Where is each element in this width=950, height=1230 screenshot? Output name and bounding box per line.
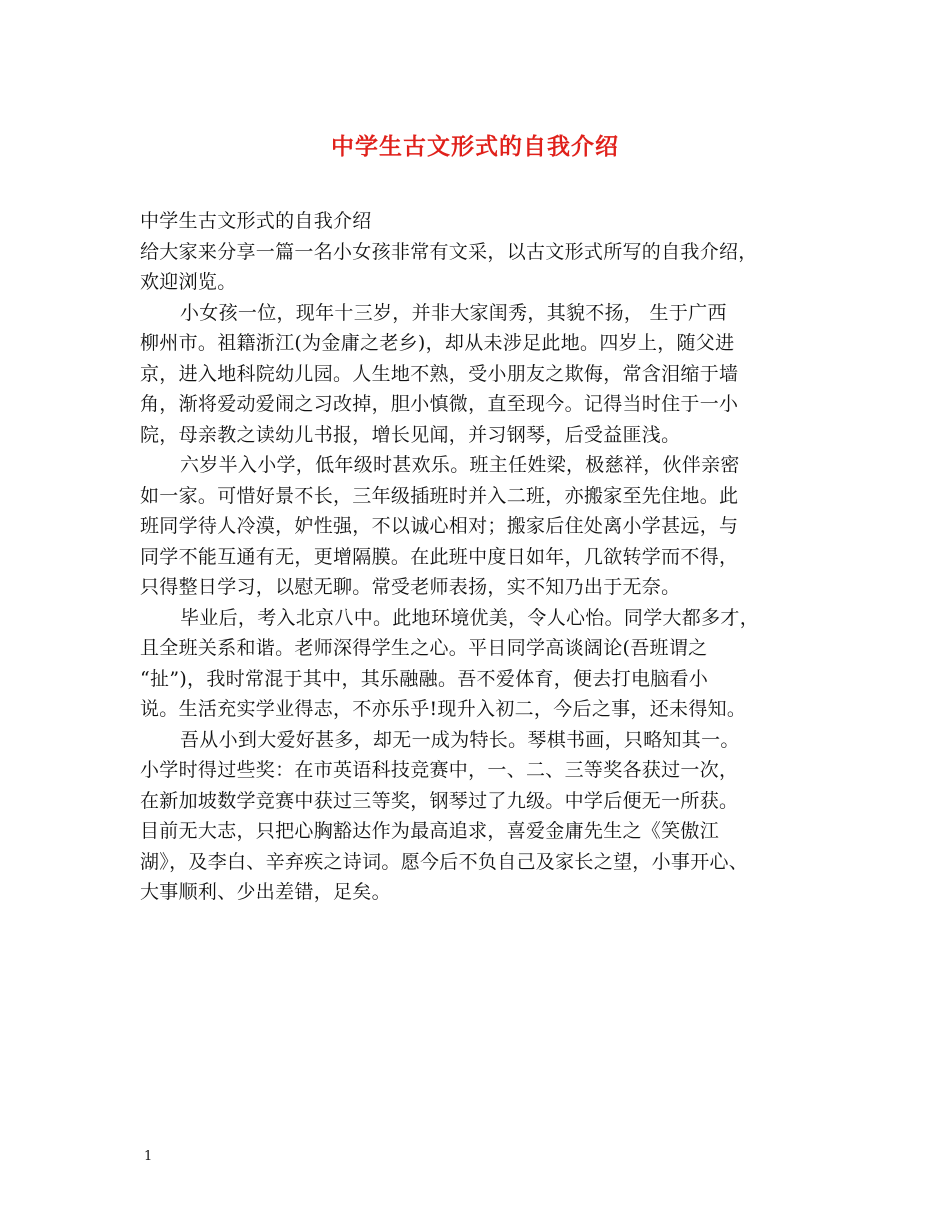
paragraph-line: 目前无大志，只把心胸豁达作为最高追求，喜爱金庸先生之《笑傲江 — [140, 820, 720, 842]
paragraph-line: 只得整日学习，以慰无聊。常受老师表扬，实不知乃出于无奈。 — [140, 576, 681, 598]
paragraph-line: 说。生活充实学业得志，不亦乐乎!现升入初二，今后之事，还未得知。 — [140, 698, 747, 720]
paragraph-line: 大事顺利、少出差错，足矣。 — [140, 881, 391, 903]
paragraph-line: 如一家。可惜好景不长，三年级插班时并入二班，亦搬家至先住地。此 — [140, 484, 739, 507]
paragraph-line: 湖》，及李白、辛弃疾之诗词。愿今后不负自己及家长之望，小事开心、 — [140, 850, 749, 873]
document-title: 中学生古文形式的自我介绍 — [331, 133, 619, 160]
paragraph-hobbies — [140, 725, 830, 908]
paragraph-line: 六岁半入小学，低年级时甚欢乐。班主任姓梁，极慈祥，伙伴亲密 — [180, 454, 740, 476]
paragraph-line: 院，母亲教之读幼儿书报，增长见闻，并习钢琴，后受益匪浅。 — [140, 423, 681, 446]
paragraph-childhood — [140, 298, 830, 451]
paragraph-line: 班同学待人冷漠，妒性强，不以诚心相对；搬家后住处离小学甚远，与 — [140, 515, 739, 537]
paragraph-line: 同学不能互通有无，更增隔膜。在此班中度日如年，几欲转学而不得， — [140, 545, 739, 568]
paragraph-line: 小女孩一位，现年十三岁，并非大家闺秀，其貌不扬， 生于广西 — [180, 301, 727, 324]
intro-line: 中学生古文形式的自我介绍 — [140, 210, 372, 232]
paragraph-line: “扯”)，我时常混于其中，其乐融融。吾不爱体育，便去打电脑看小 — [140, 667, 709, 690]
paragraph-line: 毕业后，考入北京八中。此地环境优美，令人心怡。同学大都多才， — [180, 606, 760, 629]
paragraph-middle-school — [140, 603, 830, 725]
paragraph-line: 在新加坡数学竞赛中获过三等奖，钢琴过了九级。中学后便无一所获。 — [140, 789, 739, 812]
paragraph-line: 京，进入地科院幼儿园。人生地不熟，受小朋友之欺侮，常含泪缩于墙 — [140, 362, 739, 385]
intro-paragraph — [140, 206, 830, 298]
page-number: 1 — [144, 1149, 153, 1164]
document-body — [140, 206, 830, 908]
intro-line: 欢迎浏览。 — [140, 271, 237, 293]
paragraph-line: 吾从小到大爱好甚多，却无一成为特长。琴棋书画，只略知其一。 — [180, 728, 740, 751]
paragraph-line: 且全班关系和谐。老师深得学生之心。平日同学高谈阔论(吾班谓之 — [140, 637, 708, 659]
paragraph-line: 柳州市。祖籍浙江(为金庸之老乡)，却从未涉足此地。四岁上，随父进 — [140, 332, 735, 354]
intro-line: 给大家来分享一篇一名小女孩非常有文采，以古文形式所写的自我介绍， — [140, 240, 758, 263]
paragraph-primary-school — [140, 450, 830, 603]
paragraph-line: 小学时得过些奖：在市英语科技竞赛中，一、二、三等奖各获过一次， — [140, 759, 739, 781]
paragraph-line: 角，渐将爱动爱闹之习改掉，胆小慎微，直至现今。记得当时住于一小 — [140, 393, 739, 415]
